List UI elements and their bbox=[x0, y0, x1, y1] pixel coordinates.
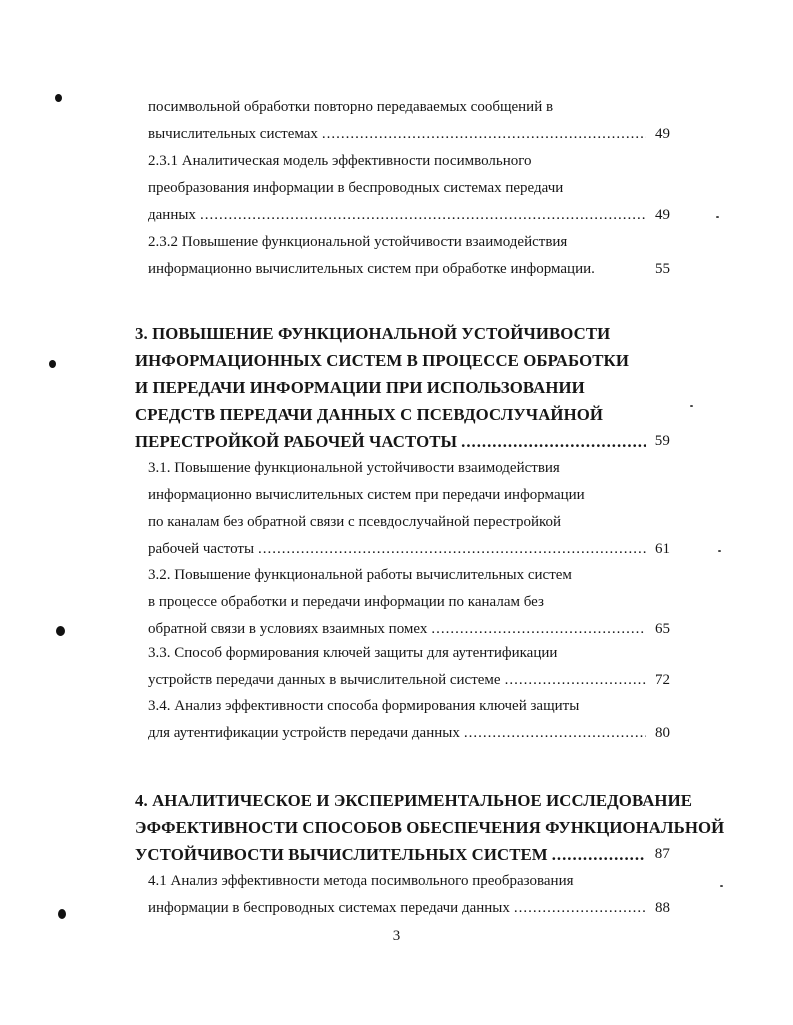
toc-page-number: 88 bbox=[655, 900, 670, 916]
toc-page-number: 49 bbox=[655, 126, 670, 142]
scan-mark bbox=[58, 909, 66, 919]
scan-speck bbox=[720, 885, 723, 887]
toc-page-number: 55 bbox=[655, 261, 670, 277]
toc-page-number: 61 bbox=[655, 541, 670, 557]
toc-entry-last-line: информационно вычислительных систем при обработке информации. 55 bbox=[148, 256, 670, 283]
toc-entry-2-3-1 bbox=[148, 148, 670, 229]
toc-entry-3-3 bbox=[148, 640, 670, 694]
toc-page-number: 49 bbox=[655, 207, 670, 223]
section-heading-line: ИНФОРМАЦИОННЫХ СИСТЕМ В ПРОЦЕССЕ ОБРАБОТКИ bbox=[135, 351, 629, 370]
leader-dots bbox=[464, 720, 646, 747]
toc-entry-3-2 bbox=[148, 562, 670, 643]
toc-entry-line: 2.3.1 Аналитическая модель эффективности посимвольного bbox=[148, 153, 532, 169]
toc-entry-line: преобразования информации в беспроводных системах передачи bbox=[148, 180, 564, 196]
toc-entry-line: 3.4. Анализ эффективности способа формирования ключей защиты bbox=[148, 698, 580, 714]
section-heading-line: И ПЕРЕДАЧИ ИНФОРМАЦИИ ПРИ ИСПОЛЬЗОВАНИИ bbox=[135, 378, 585, 397]
toc-page-number: 59 bbox=[654, 433, 670, 449]
toc-entry-line: по каналам без обратной связи с псевдослучайной перестройкой bbox=[148, 514, 562, 530]
leader-dots bbox=[514, 895, 646, 922]
toc-entry-last-line: для аутентификации устройств передачи данных ..... 80 bbox=[148, 720, 670, 747]
leader-dots bbox=[431, 616, 646, 643]
toc-entry-line: посимвольной обработки повторно передаваемых сообщений в bbox=[148, 99, 554, 115]
toc-entry-last-line: обратной связи в условиях взаимных помех ..... 65 bbox=[148, 616, 670, 643]
toc-entry-last-line: данных ..... 49 bbox=[148, 202, 670, 229]
toc-entry-line: информационно вычислительных систем при передачи информации bbox=[148, 487, 585, 503]
leader-dots bbox=[552, 841, 646, 868]
scan-speck bbox=[690, 405, 693, 407]
toc-entry-last-line: информации в беспроводных системах передачи данных ..... 88 bbox=[148, 895, 670, 922]
leader-dots bbox=[258, 536, 646, 563]
toc-page-number: 80 bbox=[655, 725, 670, 741]
toc-page-number: 87 bbox=[654, 846, 670, 862]
section-heading-line: 4. АНАЛИТИЧЕСКОЕ И ЭКСПЕРИМЕНТАЛЬНОЕ ИССЛЕДОВАНИЕ bbox=[135, 791, 693, 810]
page-number: 3 bbox=[392, 928, 401, 944]
scan-speck bbox=[716, 216, 719, 218]
toc-entry-4-1 bbox=[148, 868, 670, 922]
toc-entry-2-2-cont bbox=[148, 94, 670, 148]
toc-page-number: 65 bbox=[655, 621, 670, 637]
toc-entry-line: 2.3.2 Повышение функциональной устойчивости взаимодействия bbox=[148, 234, 568, 250]
toc-entry-line: 3.1. Повышение функциональной устойчивости взаимодействия bbox=[148, 460, 560, 476]
toc-entry-line: в процессе обработки и передачи информации по каналам без bbox=[148, 594, 544, 610]
toc-entry-last-line: вычислительных системах ..... 49 bbox=[148, 121, 670, 148]
scan-mark bbox=[56, 626, 65, 636]
leader-dots bbox=[200, 202, 646, 229]
toc-entry-line: 4.1 Анализ эффективности метода посимвольного преобразования bbox=[148, 873, 574, 889]
toc-entry-line: 3.3. Способ формирования ключей защиты для аутентификации bbox=[148, 645, 558, 661]
section-heading-last-line: УСТОЙЧИВОСТИ ВЫЧИСЛИТЕЛЬНЫХ СИСТЕМ ..... 87 bbox=[135, 841, 670, 868]
toc-entry-3-4 bbox=[148, 693, 670, 747]
leader-dots bbox=[322, 121, 646, 148]
section-heading-line: 3. ПОВЫШЕНИЕ ФУНКЦИОНАЛЬНОЙ УСТОЙЧИВОСТИ bbox=[135, 324, 611, 343]
toc-entry-3-1 bbox=[148, 455, 670, 563]
toc-entry-line: 3.2. Повышение функциональной работы вычислительных систем bbox=[148, 567, 572, 583]
toc-page-number: 72 bbox=[655, 672, 670, 688]
toc-entry-last-line: устройств передачи данных в вычислительной системе ..... 72 bbox=[148, 667, 670, 694]
leader-dots bbox=[461, 428, 646, 455]
scan-mark bbox=[55, 94, 62, 102]
scan-speck bbox=[718, 550, 721, 552]
scan-mark bbox=[49, 360, 56, 368]
section-4-heading bbox=[135, 787, 725, 868]
section-heading-last-line: ПЕРЕСТРОЙКОЙ РАБОЧЕЙ ЧАСТОТЫ ..... 59 bbox=[135, 428, 670, 455]
leader-dots bbox=[505, 667, 646, 694]
section-3-heading bbox=[135, 320, 670, 455]
toc-entry-last-line: рабочей частоты ..... 61 bbox=[148, 536, 670, 563]
toc-entry-2-3-2 bbox=[148, 229, 670, 283]
section-heading-line: СРЕДСТВ ПЕРЕДАЧИ ДАННЫХ С ПСЕВДОСЛУЧАЙНОЙ bbox=[135, 405, 604, 424]
section-heading-line: ЭФФЕКТИВНОСТИ СПОСОБОВ ОБЕСПЕЧЕНИЯ ФУНКЦИОНАЛЬНОЙ bbox=[135, 818, 725, 837]
